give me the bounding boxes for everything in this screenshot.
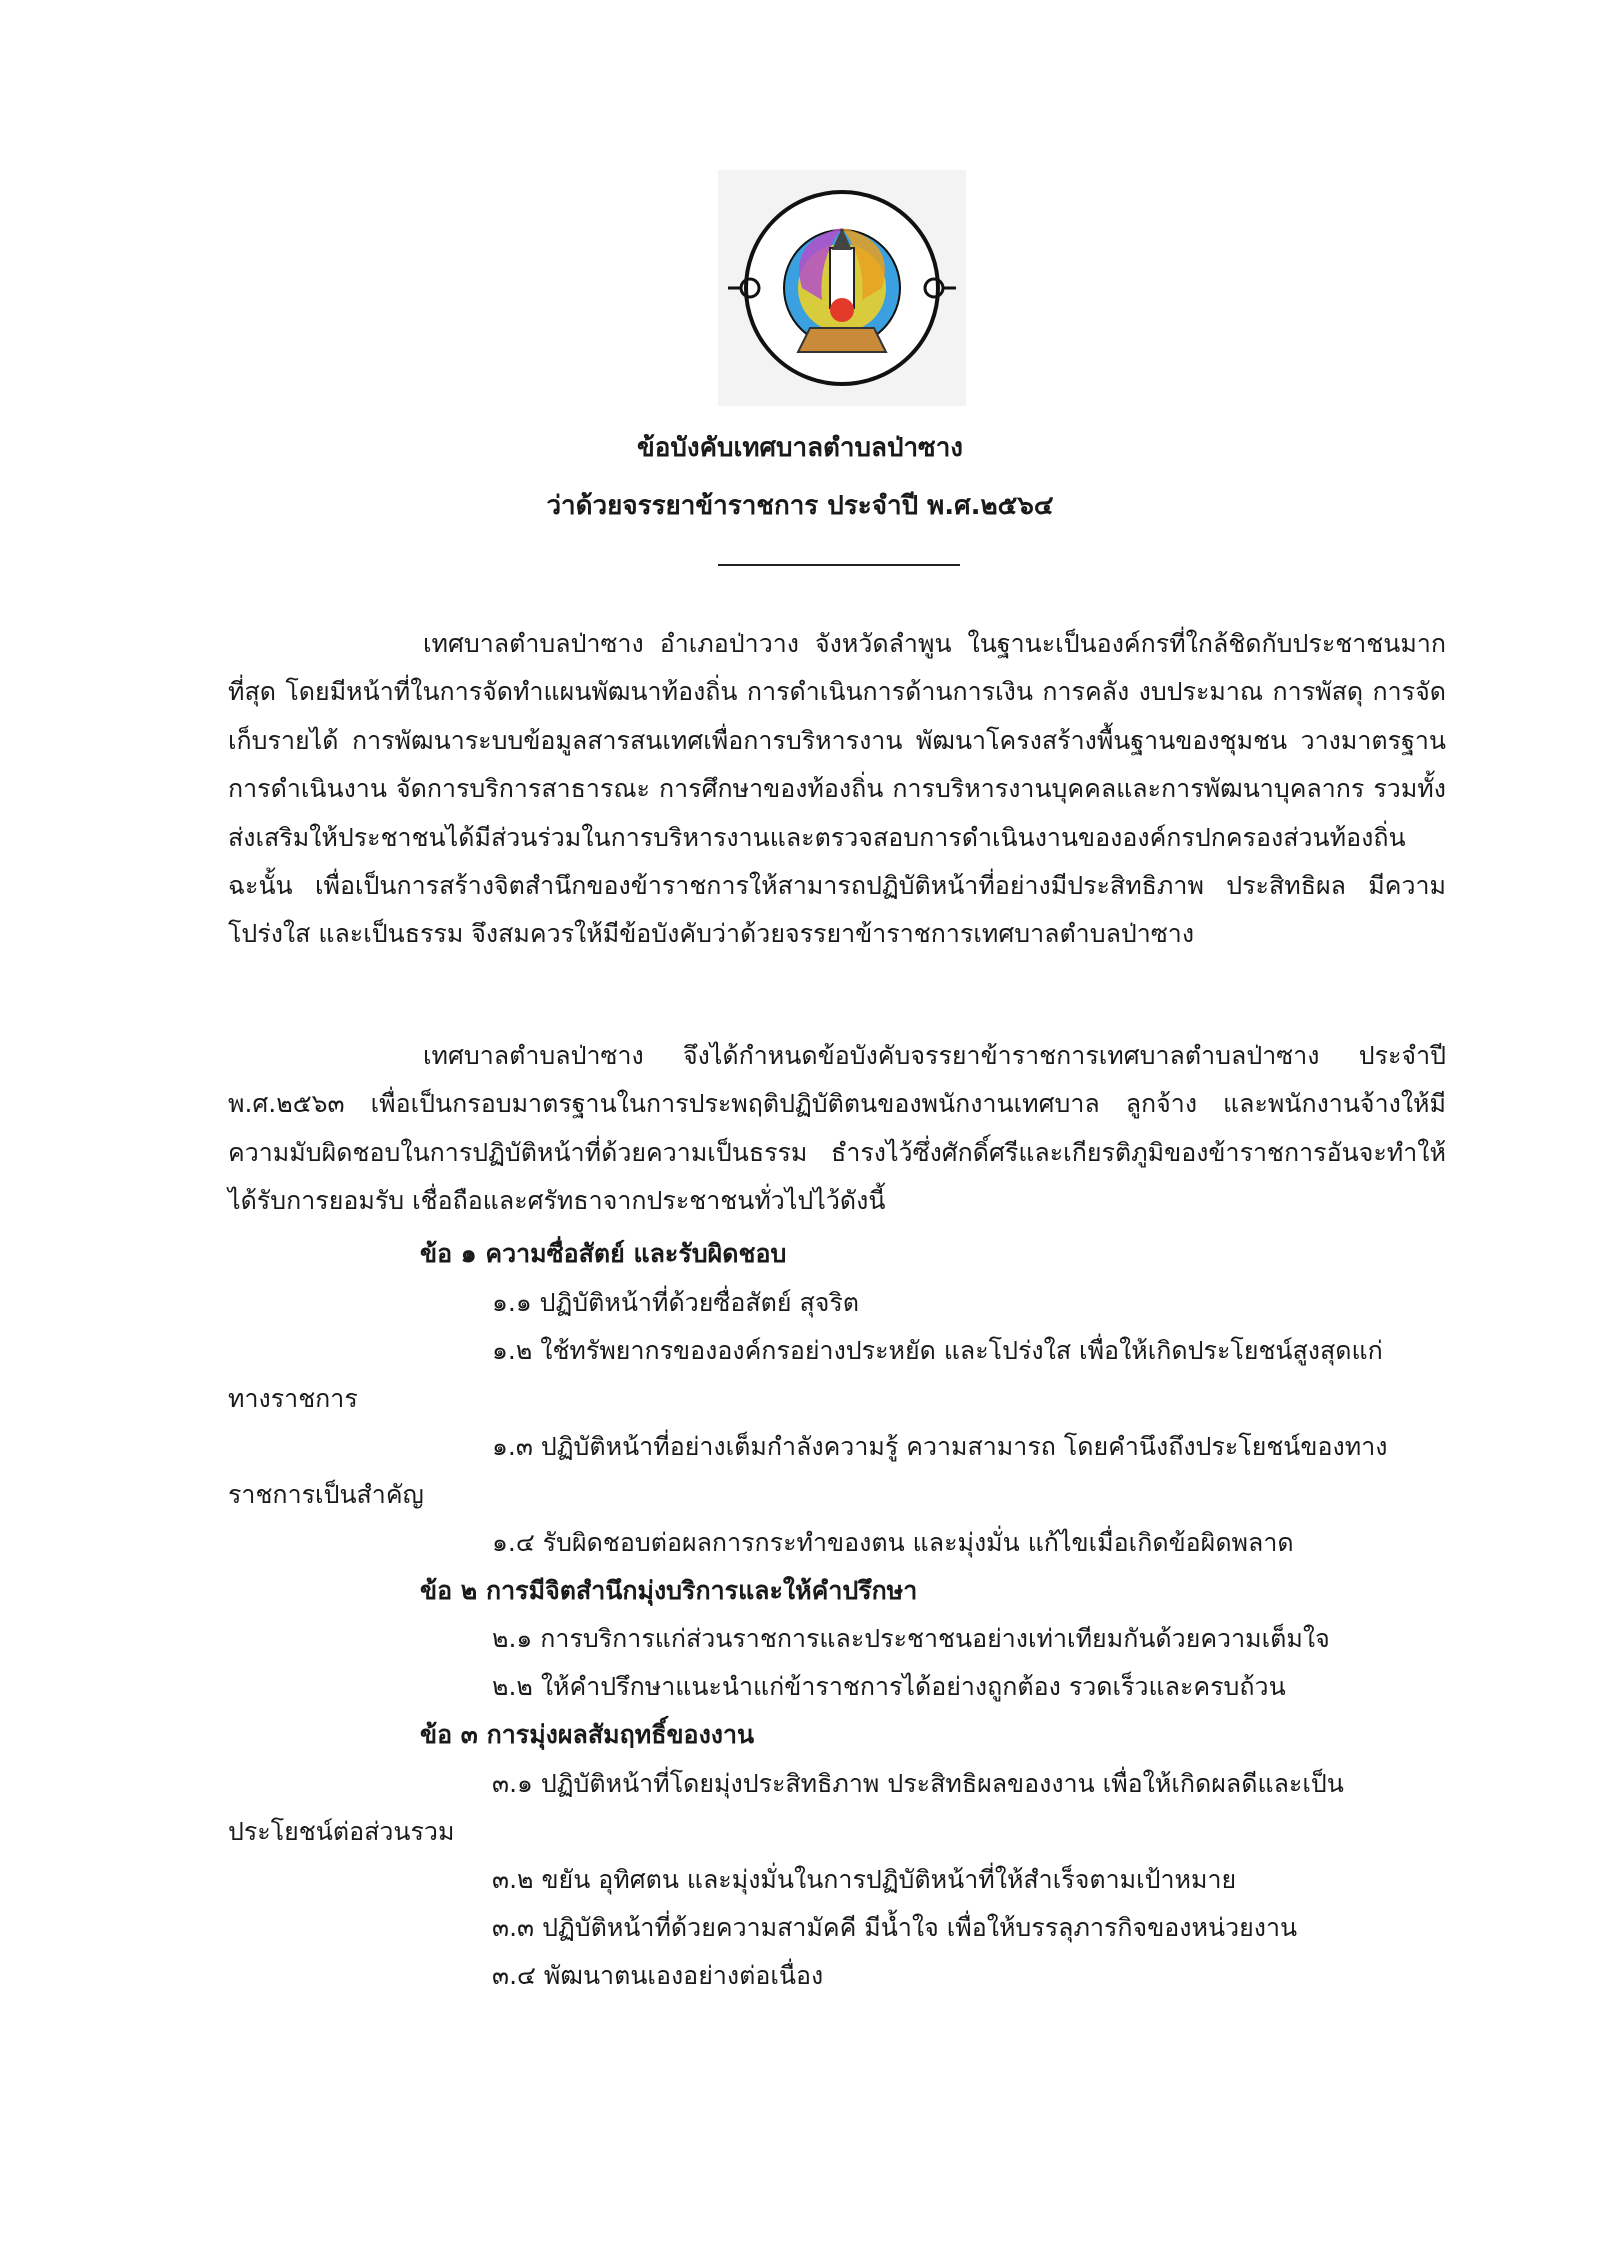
section-item-continuation: ประโยชน์ต่อส่วนรวม [228, 1817, 455, 1846]
document-subtitle: ว่าด้วยจรรยาข้าราชการ ประจำปี พ.ศ.๒๕๖๔ [546, 491, 1054, 521]
title-divider [718, 564, 960, 566]
seal-emblem-icon [718, 170, 966, 406]
section-item: ๑.๓ ปฏิบัติหน้าที่อย่างเต็มกำลังความรู้ ความสามารถ โดยคำนึงถึงประโยชน์ของทาง [492, 1432, 1388, 1461]
section-item: ๑.๒ ใช้ทรัพยากรขององค์กรอย่างประหยัด และโปร่งใส เพื่อให้เกิดประโยชน์สูงสุดแก่ [492, 1336, 1383, 1365]
municipality-seal [718, 170, 966, 406]
purpose-paragraph [228, 1032, 1446, 1226]
purpose-paragraph-text: เทศบาลตำบลป่าซาง จึงได้กำหนดข้อบังคับจรรยาข้าราชการเทศบาลตำบลป่าซาง ประจำปี พ.ศ.๒๕๖๓ เพื่อเป็นกรอบมาตรฐานในการประพฤติปฏิบัติตนของพนักงานเทศบาล ลูกจ้าง และพนักงานจ้างให้มีความมับผิดชอบในการปฏิบัติหน้าที่ด้วยความเป็นธรรม ธำรงไว้ซึ่งศักดิ์ศรีและเกียรติภูมิของข้าราชการอันจะทำให้ได้รับการยอมรับ เชื่อถือและศรัทธาจากประชาชนทั่วไปไว้ดังนี้ [228, 1041, 1446, 1216]
section-heading: ข้อ ๓ การมุ่งผลสัมฤทธิ์ของงาน [420, 1720, 755, 1749]
section-item: ๑.๔ รับผิดชอบต่อผลการกระทำของตน และมุ่งมั่น แก้ไขเมื่อเกิดข้อผิดพลาด [492, 1528, 1294, 1557]
section-item: ๓.๔ พัฒนาตนเองอย่างต่อเนื่อง [492, 1961, 824, 1990]
section-item: ๑.๑ ปฏิบัติหน้าที่ด้วยซื่อสัตย์ สุจริต [492, 1288, 860, 1317]
section-item: ๒.๒ ให้คำปรึกษาแนะนำแก่ข้าราชการได้อย่างถูกต้อง รวดเร็วและครบถ้วน [492, 1672, 1286, 1701]
document-title: ข้อบังคับเทศบาลตำบลป่าซาง [636, 433, 963, 463]
section-heading: ข้อ ๒ การมีจิตสำนึกมุ่งบริการและให้คำปรึกษา [420, 1576, 918, 1605]
intro-paragraph-text: เทศบาลตำบลป่าซาง อำเภอป่าวาง จังหวัดลำพูน ในฐานะเป็นองค์กรที่ใกล้ชิดกับประชาชนมากที่สุด โดยมีหน้าที่ในการจัดทำแผนพัฒนาท้องถิ่น การดำเนินการด้านการเงิน การคลัง งบประมาณ การพัสดุ การจัดเก็บรายได้ การพัฒนาระบบข้อมูลสารสนเทศเพื่อการบริหารงาน พัฒนาโครงสร้างพื้นฐานของชุมชน วางมาตรฐาน การดำเนินงาน จัดการบริการสาธารณะ การศึกษาของท้องถิ่น การบริหารงานบุคคลและการพัฒนาบุคลากร รวมทั้งส่งเสริมให้ประชาชนได้มีส่วนร่วมในการบริหารงานและตรวจสอบการดำเนินงานขององค์กรปกครองส่วนท้องถิ่น ฉะนั้น เพื่อเป็นการสร้างจิตสำนึกของข้าราชการให้สามารถปฏิบัติหน้าที่อย่างมีประสิทธิภาพ ประสิทธิผล มีความโปร่งใส และเป็นธรรม จึงสมควรให้มีข้อบังคับว่าด้วยจรรยาข้าราชการเทศบาลตำบลป่าซาง [228, 629, 1446, 949]
section-item: ๓.๑ ปฏิบัติหน้าที่โดยมุ่งประสิทธิภาพ ประสิทธิผลของงาน เพื่อให้เกิดผลดีและเป็น [492, 1769, 1344, 1798]
section-item: ๓.๒ ขยัน อุทิศตน และมุ่งมั่นในการปฏิบัติหน้าที่ให้สำเร็จตามเป้าหมาย [492, 1865, 1237, 1894]
section-item-continuation: ราชการเป็นสำคัญ [228, 1480, 424, 1509]
section-item-continuation: ทางราชการ [228, 1384, 358, 1413]
section-item: ๓.๓ ปฏิบัติหน้าที่ด้วยความสามัคคี มีน้ำใจ เพื่อให้บรรลุภารกิจของหน่วยงาน [492, 1913, 1298, 1942]
section-item: ๒.๑ การบริการแก่ส่วนราชการและประชาชนอย่างเท่าเทียมกันด้วยความเต็มใจ [492, 1624, 1330, 1653]
intro-paragraph [228, 620, 1446, 959]
section-heading: ข้อ ๑ ความซื่อสัตย์ และรับผิดชอบ [420, 1239, 787, 1268]
